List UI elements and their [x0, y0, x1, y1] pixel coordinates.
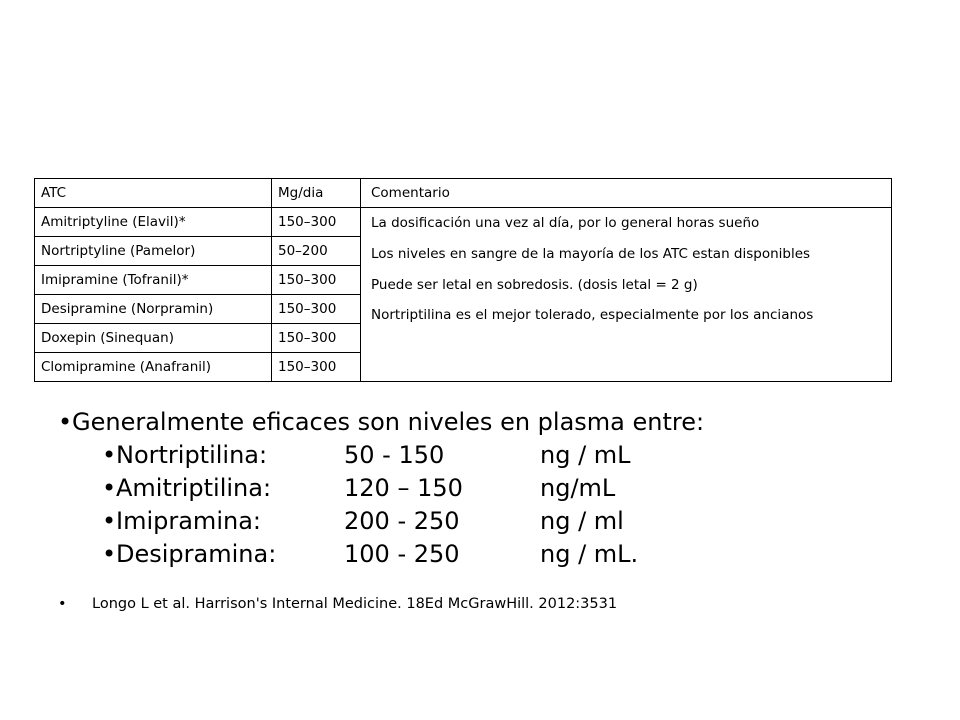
- plasma-levels-list: [58, 405, 704, 571]
- level-range: 100 - 250: [344, 540, 460, 568]
- list-item: [102, 472, 704, 505]
- list-item: [102, 538, 704, 571]
- level-range: 120 – 150: [344, 474, 463, 502]
- drug-dose: 150–300: [272, 353, 361, 382]
- bullet-icon: •: [102, 474, 117, 502]
- reference-text: Longo L et al. Harrison's Internal Medicine. 18Ed McGrawHill. 2012:3531: [92, 596, 618, 612]
- drug-name: Imipramine (Tofranil)*: [35, 266, 272, 295]
- level-range: 50 - 150: [344, 441, 445, 469]
- drug-name: Nortriptyline (Pamelor): [35, 237, 272, 266]
- comment-3: Puede ser letal en sobredosis. (dosis letal = 2 g): [371, 276, 698, 293]
- drug-label: Nortriptilina:: [116, 441, 268, 469]
- comments-cell: [361, 208, 892, 382]
- list-item: [102, 439, 704, 472]
- level-unit: ng / mL.: [540, 540, 639, 568]
- drug-dose: 150–300: [272, 324, 361, 353]
- tca-dosage-table: [34, 178, 892, 382]
- drug-name: Doxepin (Sinequan): [35, 324, 272, 353]
- bullet-icon: •: [58, 596, 67, 612]
- reference-citation: [58, 596, 617, 612]
- intro-text: Generalmente eficaces son niveles en plasma entre:: [72, 408, 705, 436]
- drug-dose: 150–300: [272, 208, 361, 237]
- drug-dose: 150–300: [272, 266, 361, 295]
- drug-label: Imipramina:: [116, 507, 261, 535]
- level-unit: ng/mL: [540, 474, 616, 502]
- drug-name: Clomipramine (Anafranil): [35, 353, 272, 382]
- header-comentario: Comentario: [361, 179, 892, 208]
- drug-label: Desipramina:: [116, 540, 277, 568]
- table-header-row: [35, 179, 892, 208]
- bullet-icon: •: [102, 507, 117, 535]
- bullet-icon: •: [102, 540, 117, 568]
- header-atc: ATC: [35, 179, 272, 208]
- drug-name: Desipramine (Norpramin): [35, 295, 272, 324]
- level-range: 200 - 250: [344, 507, 460, 535]
- table-row: [35, 208, 892, 237]
- bullet-icon: •: [102, 441, 117, 469]
- drug-dose: 150–300: [272, 295, 361, 324]
- header-mg-dia: Mg/dia: [272, 179, 361, 208]
- comment-1: La dosificación una vez al día, por lo general horas sueño: [371, 215, 760, 231]
- comment-4: Nortriptilina es el mejor tolerado, especialmente por los ancianos: [371, 307, 814, 324]
- level-unit: ng / mL: [540, 441, 631, 469]
- drug-label: Amitriptilina:: [116, 474, 272, 502]
- comment-2: Los niveles en sangre de la mayoría de los ATC estan disponibles: [371, 245, 811, 262]
- list-item: [102, 505, 704, 538]
- level-unit: ng / ml: [540, 507, 624, 535]
- plasma-levels-sublist: [102, 439, 704, 571]
- drug-name: Amitriptyline (Elavil)*: [35, 208, 272, 237]
- bullet-icon: •: [58, 408, 73, 436]
- drug-dose: 50–200: [272, 237, 361, 266]
- plasma-levels-intro: [58, 405, 704, 439]
